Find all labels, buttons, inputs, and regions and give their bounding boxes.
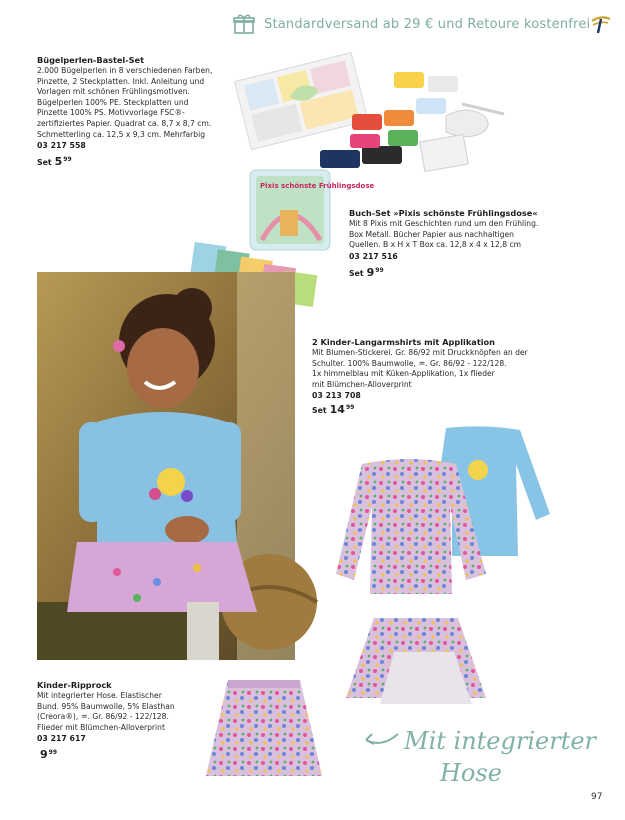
- desc-line: 1x himmelblau mit Küken-Applikation, 1x flieder: [312, 369, 495, 379]
- product-book: [349, 208, 609, 282]
- article-number: 03 217 617: [37, 734, 86, 744]
- desc-line: (Creora®), ♒. Gr. 86/92 - 122/128.: [37, 712, 169, 722]
- price-main: 9: [366, 265, 375, 279]
- desc-line: Quellen. B x H x T Box ca. 12,8 x 4 x 12,8 cm: [349, 240, 522, 250]
- desc-line: Mit integrierter Hose. Elastischer: [37, 691, 162, 700]
- product-title: Kinder-Ripprock: [37, 680, 112, 690]
- tchibo-logo-icon: [589, 12, 613, 36]
- article-number: 03 213 708: [312, 391, 361, 401]
- price-label: Set: [37, 158, 52, 168]
- product-title: Bügelperlen-Bastel-Set: [37, 55, 145, 65]
- product-description: [312, 348, 612, 390]
- article-number: 03 217 558: [37, 141, 86, 151]
- desc-line: Bund. 95% Baumwolle, 5% Elasthan: [37, 701, 175, 711]
- desc-line: Bügelperlen 100% PE. Steckplatten und: [37, 97, 189, 107]
- skirt-image: [204, 676, 324, 782]
- desc-line: Vorlagen mit schönen Frühlingsmotiven.: [37, 87, 190, 97]
- product-title: 2 Kinder-Langarmshirts mit Applikation: [312, 337, 496, 347]
- price-label: Set: [349, 268, 364, 278]
- desc-line: Box Metall. Bücher Papier aus nachhaltigen: [349, 229, 514, 239]
- shipping-banner: [232, 10, 617, 38]
- price-cents: 99: [63, 156, 72, 164]
- price-cents: 99: [375, 266, 384, 274]
- article-number: 03 217 516: [349, 251, 398, 261]
- price: [312, 403, 612, 419]
- shipping-text: Standardversand ab 29 € und Retoure kostenfrei: [264, 16, 591, 32]
- beads-set-image: [232, 54, 510, 174]
- desc-line: Mit 8 Pixis mit Geschichten rund um den Frühling.: [349, 219, 539, 228]
- product-description: [37, 66, 237, 140]
- child-photo: [37, 272, 295, 660]
- product-title: Buch-Set »Pixis schönste Frühlingsdose«: [349, 208, 538, 218]
- page-number: 97: [591, 792, 603, 802]
- price: [349, 266, 609, 282]
- price-label: Set: [312, 406, 327, 416]
- tin-label: Pixis schönste Frühlingsdose: [260, 182, 375, 190]
- product-description: [349, 219, 609, 251]
- price-main: 5: [54, 155, 63, 169]
- shirts-image: [336, 424, 556, 600]
- curved-arrow-icon: [362, 724, 402, 750]
- product-beads: [37, 55, 237, 171]
- desc-line: Schulter. 100% Baumwolle, ♒. Gr. 86/92 - 122/128.: [312, 358, 507, 368]
- gift-box-icon: [232, 12, 256, 36]
- price: [37, 155, 237, 171]
- price-main: 14: [329, 403, 345, 417]
- desc-line: 2.000 Bügelperlen in 8 verschiedenen Farben,: [37, 66, 213, 75]
- price-main: 9: [40, 748, 48, 762]
- desc-line: mit Blümchen-Alloverprint: [312, 379, 412, 389]
- desc-line: Pinzette, 2 Steckplatten. Inkl. Anleitung und: [37, 76, 205, 86]
- desc-line: Schmetterling ca. 12,5 x 9,3 cm. Mehrfarbig: [37, 129, 206, 139]
- product-shirts: [312, 337, 612, 419]
- desc-line: Mit Blumen-Stickerei. Gr. 86/92 mit Druckknöpfen an der: [312, 348, 528, 357]
- price-cents: 99: [48, 749, 58, 757]
- desc-line: Flieder mit Blümchen-Alloverprint: [37, 722, 165, 732]
- price-cents: 99: [345, 404, 355, 412]
- desc-line: zertifiziertes Papier. Quadrat ca. 8,7 x 8,7 cm.: [37, 118, 212, 128]
- desc-line: Pinzette 100% PS. Motivvorlage FSC®-: [37, 108, 185, 118]
- skirt-inside-image: [344, 612, 488, 712]
- callout-line-1: Mit integrierter: [404, 727, 597, 755]
- callout-line-2: Hose: [440, 759, 502, 787]
